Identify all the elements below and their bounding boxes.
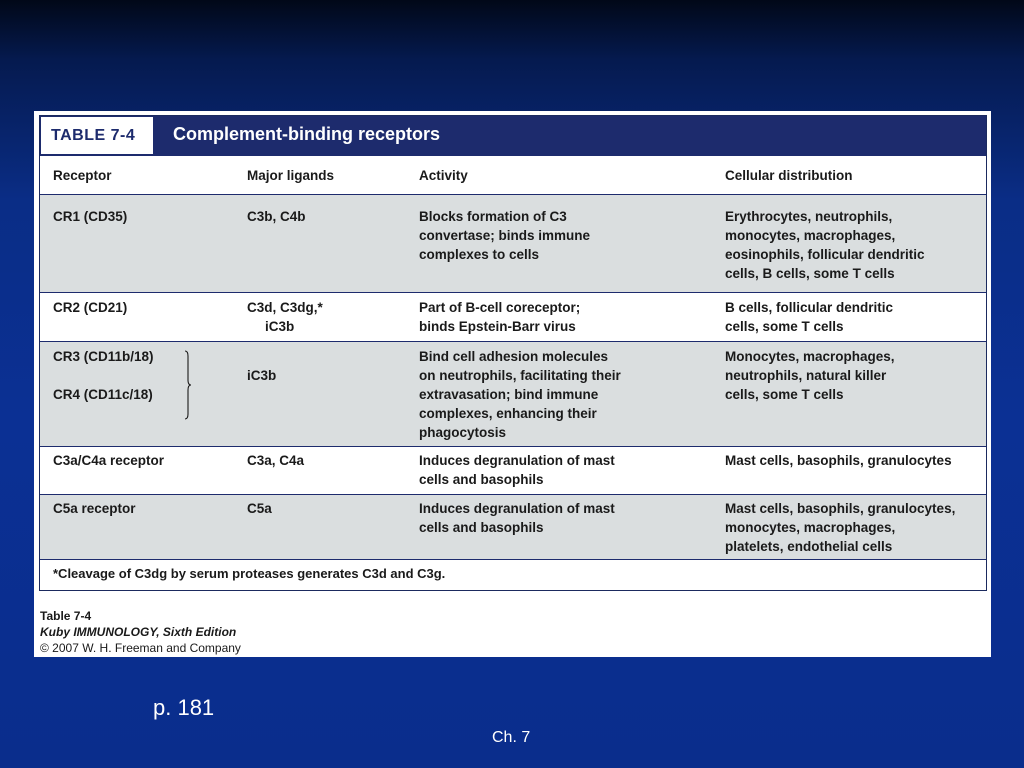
bracket-icon: [184, 350, 192, 420]
receptor-cell: CR1 (CD35): [53, 209, 128, 224]
table-row: [40, 446, 986, 494]
distribution-cell: Erythrocytes, neutrophils, monocytes, macrophages, eosinophils, follicular dendritic cells, B cells, some T cells: [725, 209, 925, 281]
table-title-bar: [40, 116, 986, 155]
page-reference: p. 181: [153, 695, 215, 720]
credit-table-label: Table 7-4: [40, 609, 92, 623]
ligands-cell: C3d, C3dg,* iC3b: [247, 300, 323, 334]
distribution-cell: B cells, follicular dendritic cells, some T cells: [725, 300, 894, 334]
ligands-cell: C3b, C4b: [247, 209, 306, 224]
header-activity: Activity: [419, 168, 468, 183]
table-figure: [34, 111, 991, 657]
header-receptor: Receptor: [53, 168, 112, 183]
table-title: Complement-binding receptors: [173, 124, 441, 144]
distribution-cell: Mast cells, basophils, granulocytes: [725, 453, 952, 468]
credit-book-title: Kuby IMMUNOLOGY, Sixth Edition: [40, 625, 237, 639]
ligands-cell: iC3b: [247, 368, 277, 383]
receptor-table: [39, 115, 987, 591]
table-row: [40, 292, 986, 341]
receptor-cell: CR2 (CD21): [53, 300, 128, 315]
receptor-cell: C3a/C4a receptor: [53, 453, 165, 468]
activity-cell: Blocks formation of C3 convertase; binds immune complexes to cells: [419, 209, 591, 262]
table-number: TABLE 7-4: [41, 117, 154, 154]
table-header-row: [40, 155, 986, 194]
activity-cell: Induces degranulation of mast cells and basophils: [419, 453, 615, 487]
distribution-cell: Mast cells, basophils, granulocytes, monocytes, macrophages, platelets, endothelial cells: [725, 501, 956, 554]
header-ligands: Major ligands: [247, 168, 335, 183]
ligands-cell: C5a: [247, 501, 272, 516]
table-row: [40, 341, 986, 446]
table-footnote: *Cleavage of C3dg by serum proteases generates C3d and C3g.: [40, 559, 986, 590]
receptor-cell: CR3 (CD11b/18) CR4 (CD11c/18): [53, 347, 233, 404]
activity-cell: Part of B-cell coreceptor; binds Epstein-Barr virus: [419, 300, 581, 334]
chapter-label: Ch. 7: [492, 729, 531, 746]
source-credit: [40, 608, 241, 656]
activity-cell: Bind cell adhesion molecules on neutrophils, facilitating their extravasation; bind immune complexes, enhancing their phagocytosis: [419, 349, 621, 440]
receptor-cell: C5a receptor: [53, 501, 136, 516]
activity-cell: Induces degranulation of mast cells and basophils: [419, 501, 615, 535]
credit-copyright: © 2007 W. H. Freeman and Company: [40, 641, 241, 655]
table-row: [40, 494, 986, 559]
table-row: [40, 194, 986, 292]
header-distribution: Cellular distribution: [725, 168, 853, 183]
distribution-cell: Monocytes, macrophages, neutrophils, natural killer cells, some T cells: [725, 349, 895, 402]
ligands-cell: C3a, C4a: [247, 453, 305, 468]
